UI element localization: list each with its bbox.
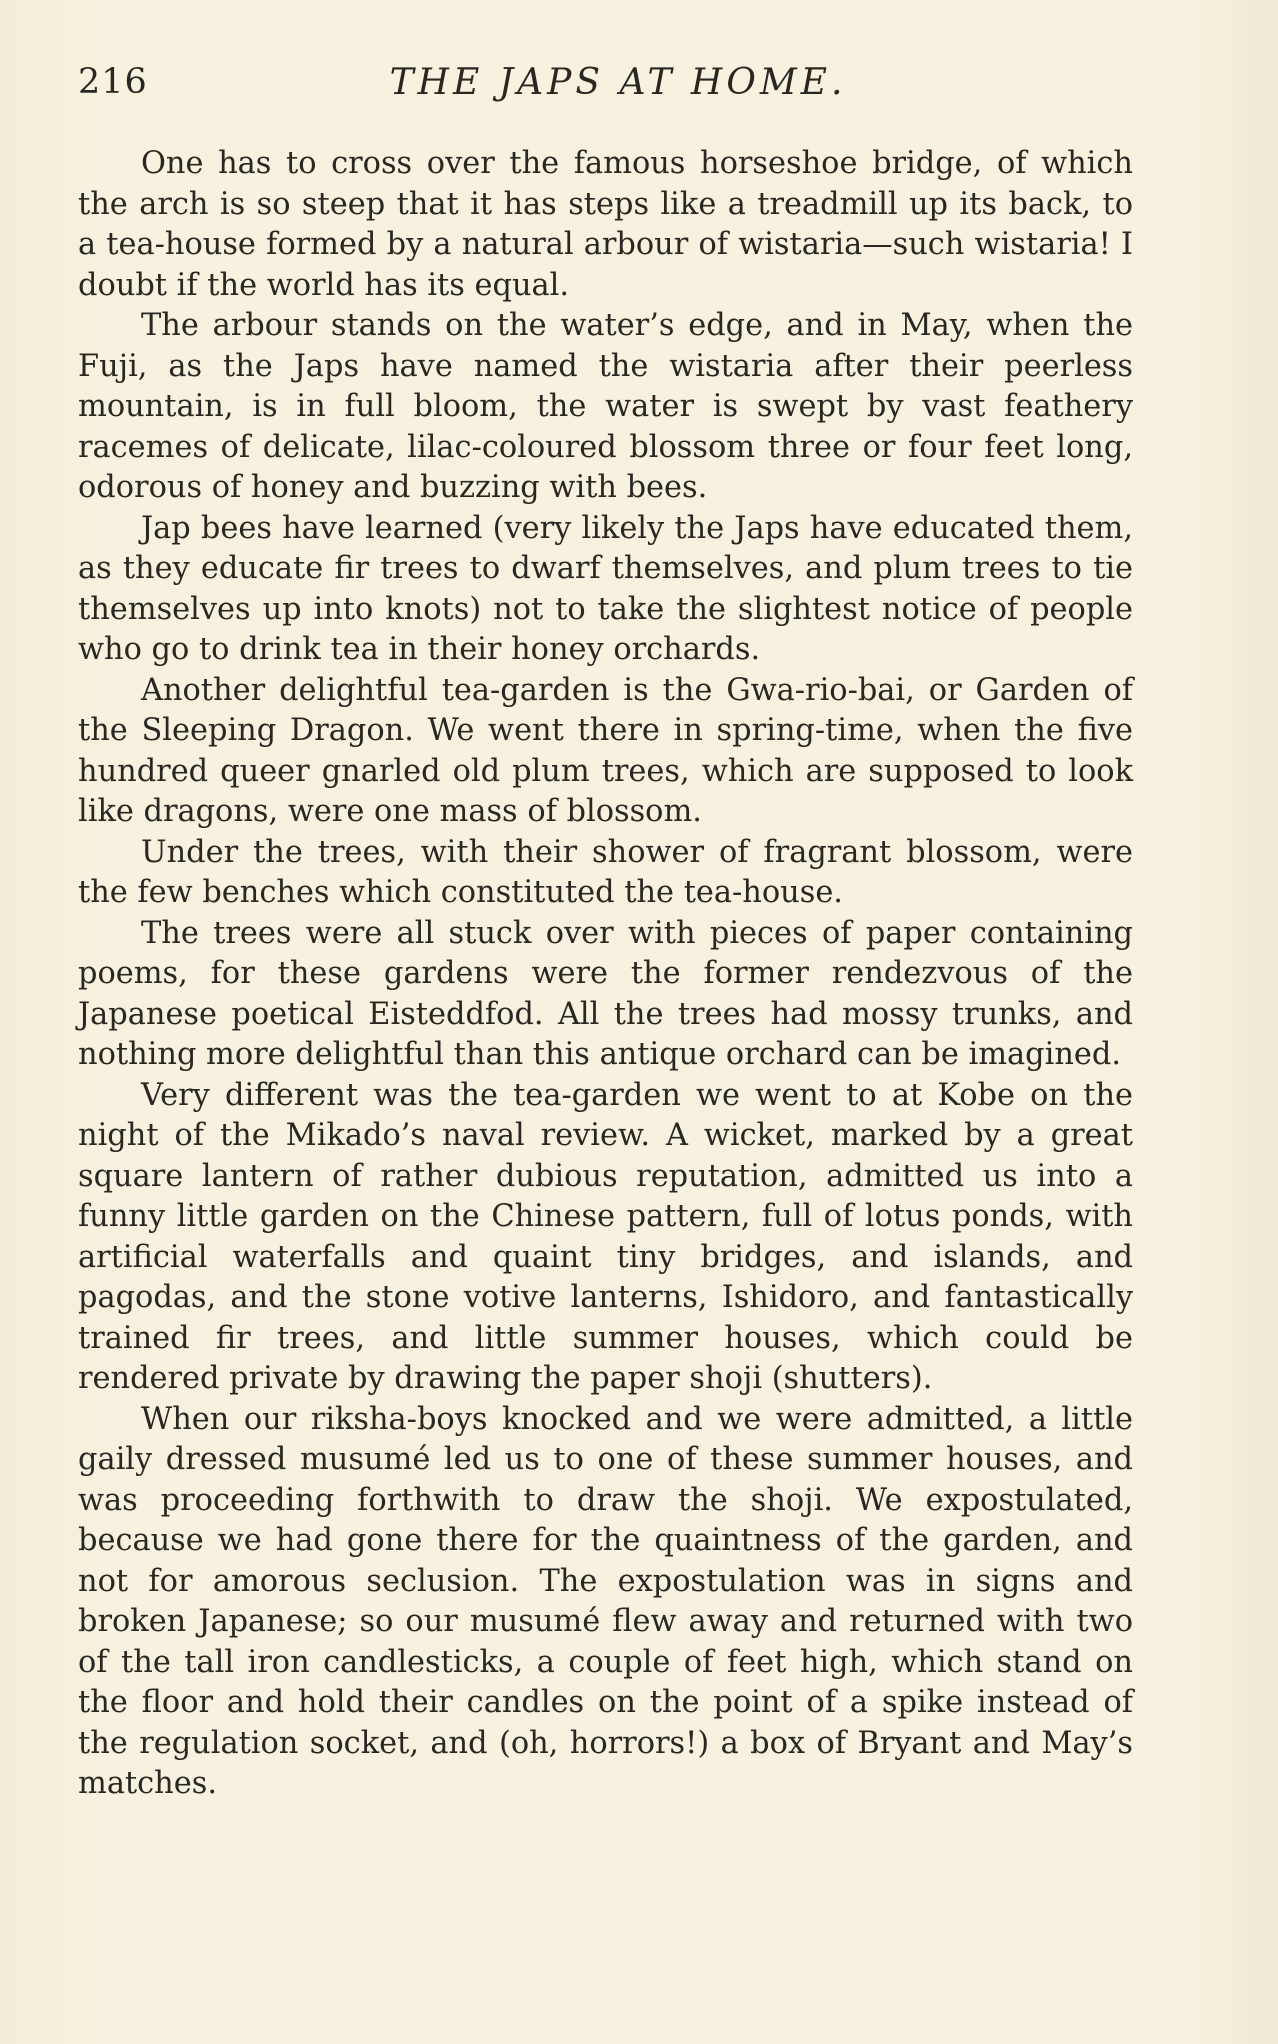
paragraph: Jap bees have learned (very likely the Japs have educated them, as they educate fir trees to dwarf themselves, and plum trees to tie themselves up into knots) not to take the slightest notice of people who go to drink tea in their honey orchards. <box>78 510 1133 667</box>
paragraph: Another delightful tea-garden is the Gwa-rio-bai, or Garden of the Sleeping Dragon. We went there in spring-time, when the five hundred queer gnarled old plum trees, which are supposed to look like dragons, were one mass of blossom. <box>78 672 1133 829</box>
body-text <box>78 144 1133 1805</box>
paragraph: When our riksha-boys knocked and we were admitted, a little gaily dressed musumé led us to one of these summer houses, and was proceeding forthwith to draw the shoji. We expostulated, because we had gone there for the quaintness of the garden, and not for amorous seclusion. The expostulation was in signs and broken Japanese; so our musumé flew away and returned with two of the tall iron candlesticks, a couple of feet high, which stand on the floor and hold their candles on the point of a spike instead of the regulation socket, and (oh, horrors!) a box of Bryant and May’s matches. <box>78 1401 1133 1801</box>
paragraph: One has to cross over the famous horseshoe bridge, of which the arch is so steep that it has steps like a treadmill up its back, to a tea-house formed by a natural arbour of wistaria—such wistaria! I doubt if the world has its equal. <box>78 146 1133 303</box>
page-number: 216 <box>78 62 148 102</box>
paragraph: The arbour stands on the water’s edge, and in May, when the Fuji, as the Japs have named the wistaria after their peerless mountain, is in full bloom, the water is swept by vast feathery racemes of delicate, lilac-coloured blossom three or four feet long, odorous of honey and buzzing with bees. <box>78 308 1133 505</box>
paragraph: Very different was the tea-garden we went to at Kobe on the night of the Mikado’s naval review. A wicket, marked by a great square lantern of rather dubious reputation, admitted us into a funny little garden on the Chinese pattern, full of lotus ponds, with artificial waterfalls and quaint tiny bridges, and islands, and pagodas, and the stone votive lanterns, Ishidoro, and fantastically trained fir trees, and little summer houses, which could be rendered private by drawing the paper shoji (shutters). <box>78 1077 1133 1396</box>
running-title: THE JAPS AT HOME. <box>389 62 847 103</box>
paragraph: The trees were all stuck over with pieces of paper containing poems, for these gardens were the former rendezvous of the Japanese poetical Eisteddfod. All the trees had mossy trunks, and nothing more delightful than this antique orchard can be imagined. <box>78 915 1133 1072</box>
page-header <box>78 62 1138 112</box>
paragraph: Under the trees, with their shower of fragrant blossom, were the few benches which constituted the tea-house. <box>78 834 1133 910</box>
